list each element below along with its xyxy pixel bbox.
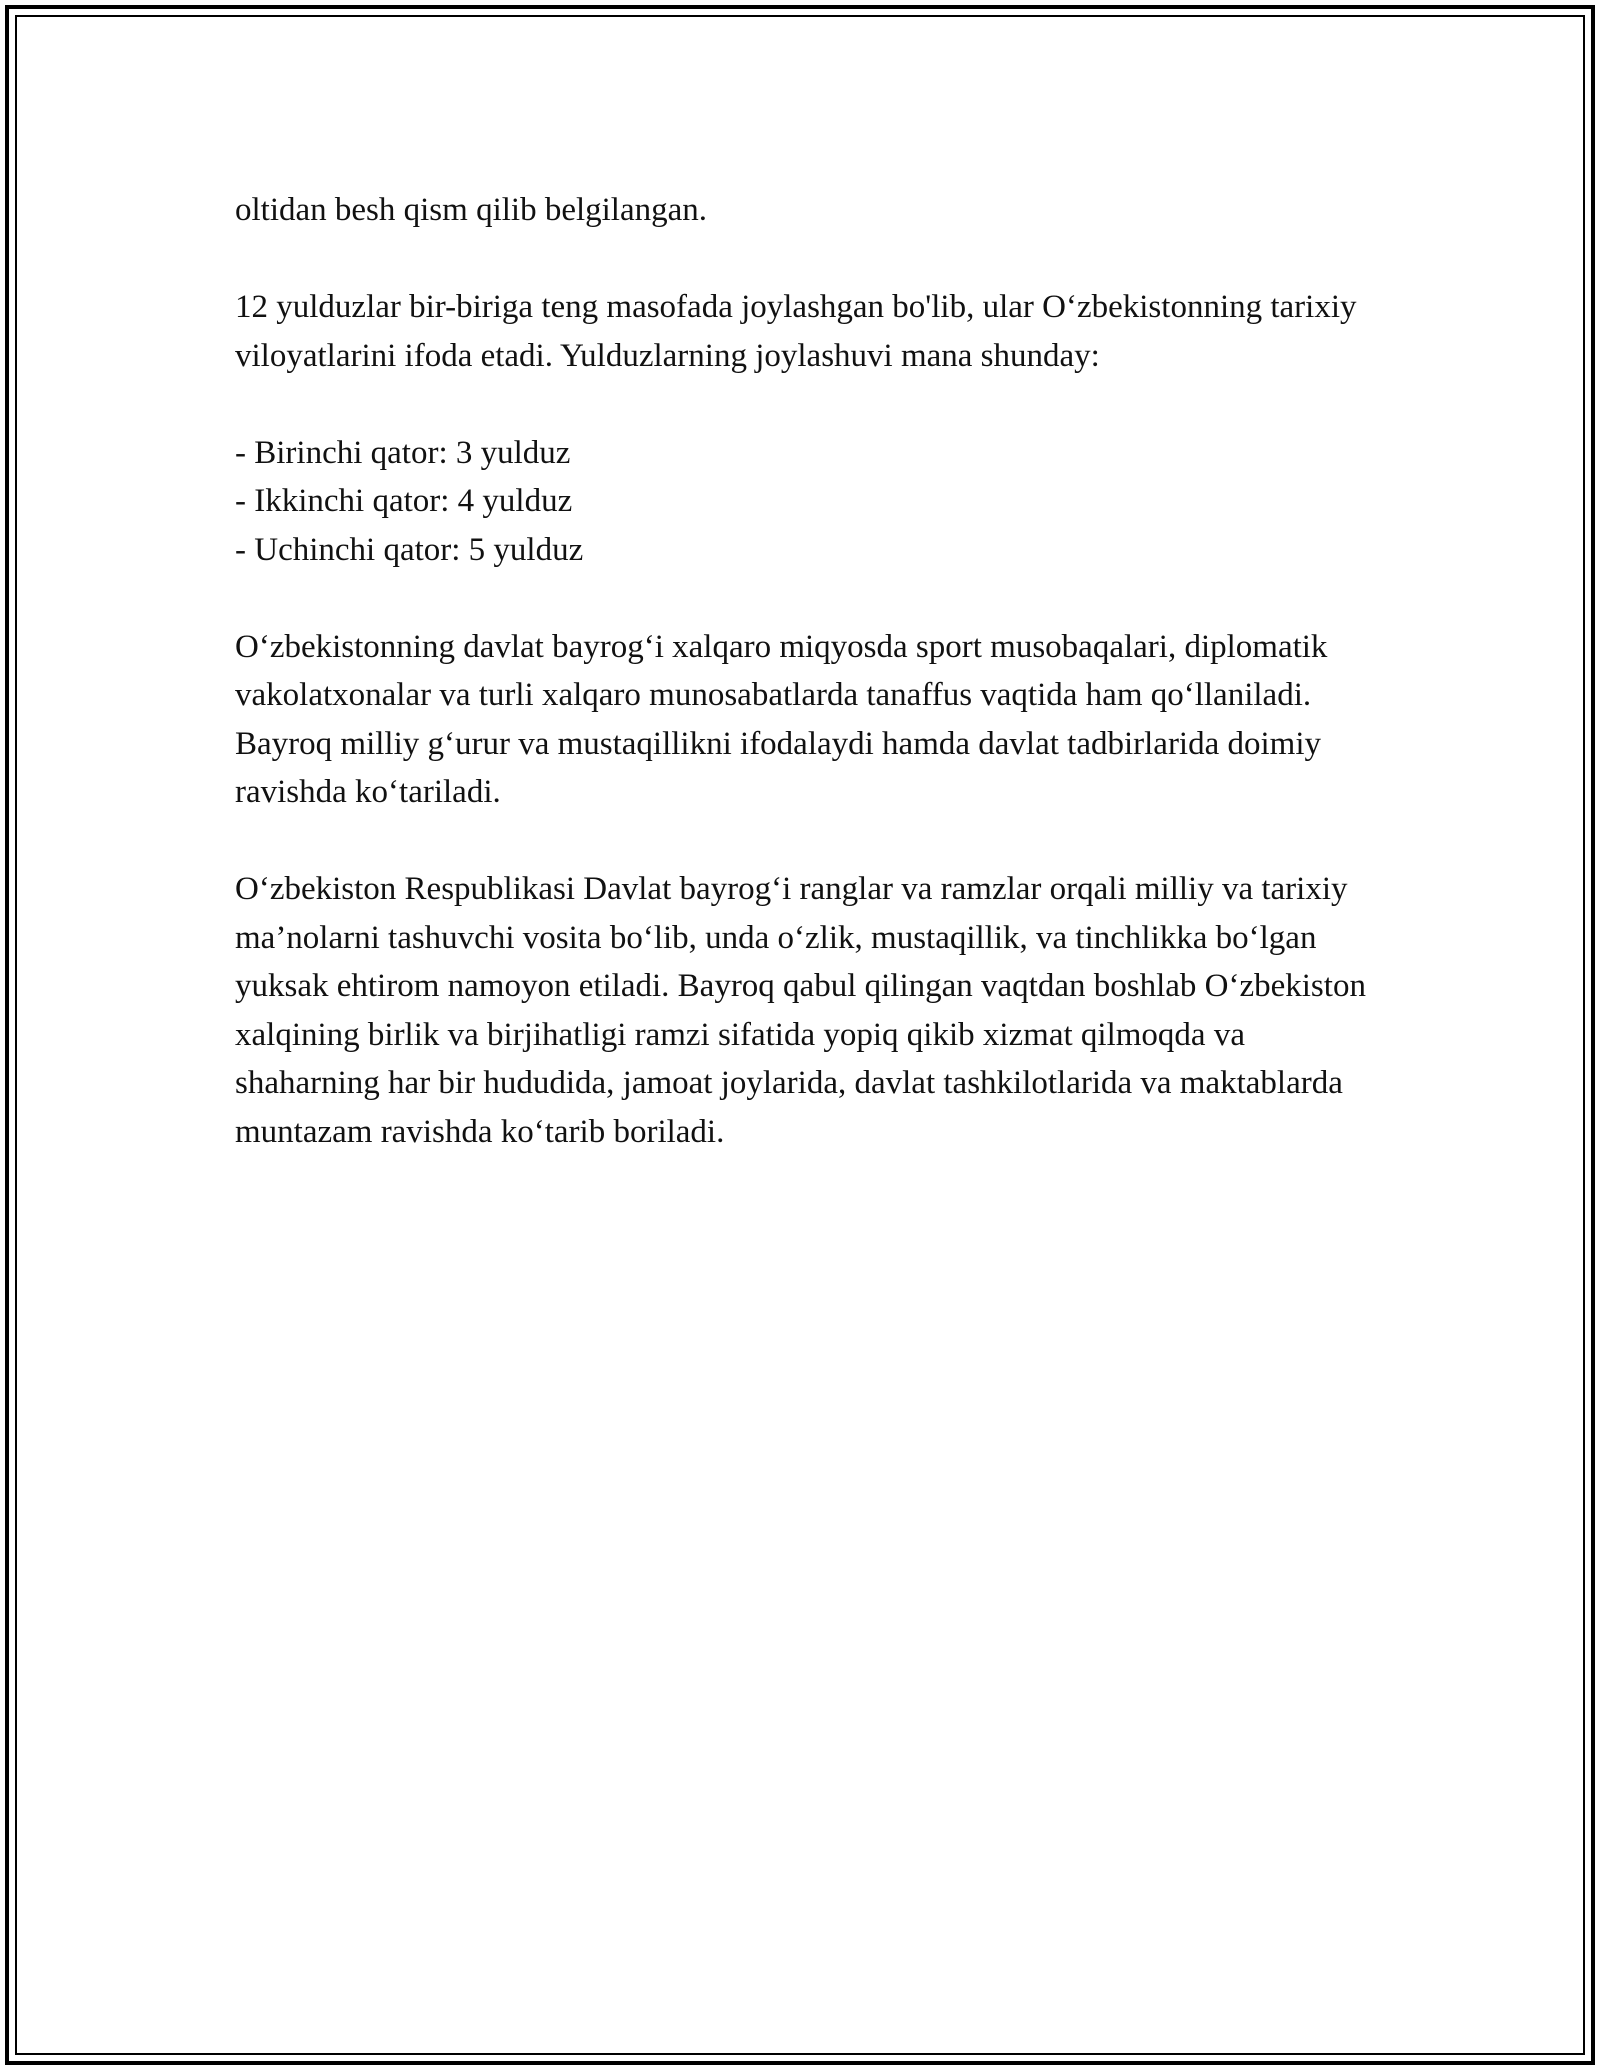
star-rows-list: [235, 429, 1385, 575]
paragraph-stars: 12 yulduzlar bir-biriga teng masofada joylashgan bo'lib, ular O‘zbekistonning tarixiy viloyatlarini ifoda etadi. Yulduzlarning joylashuvi mana shunday:: [235, 289, 1357, 374]
paragraph-international-use: O‘zbekistonning davlat bayrog‘i xalqaro miqyosda sport musobaqalari, diplomatik vakolatxonalar va turli xalqaro munosabatlarda tanaffus vaqtida ham qo‘llaniladi. Bayroq milliy g‘urur va mustaqillikni ifodalaydi hamda davlat tadbirlarida doimiy ravishda ko‘tariladi.: [235, 628, 1328, 810]
paragraph-symbolism: O‘zbekiston Respublikasi Davlat bayrog‘i ranglar va ramzlar orqali milliy va tarixiy ma’nolarni tashuvchi vosita bo‘lib, unda o‘zlik, mustaqillik, va tinchlikka bo‘lgan yuksak ehtirom namoyon etiladi. Bayroq qabul qilingan vaqtdan boshlab O‘zbekiston xalqining birlik va birjihatligi ramzi sifatida yopiq qikib xizmat qilmoqda va shaharning har bir hududida, jamoat joylarida, davlat tashkilotlarida va maktablarda muntazam ravishda ko‘tarib boriladi.: [235, 871, 1366, 1150]
list-item: - Ikkinchi qator: 4 yulduz: [235, 483, 573, 519]
list-item: - Uchinchi qator: 5 yulduz: [235, 531, 584, 568]
document-body: [235, 186, 1385, 1205]
paragraph-continuation: oltidan besh qism qilib belgilangan.: [235, 192, 708, 228]
list-item: - Birinchi qator: 3 yulduz: [235, 434, 571, 471]
